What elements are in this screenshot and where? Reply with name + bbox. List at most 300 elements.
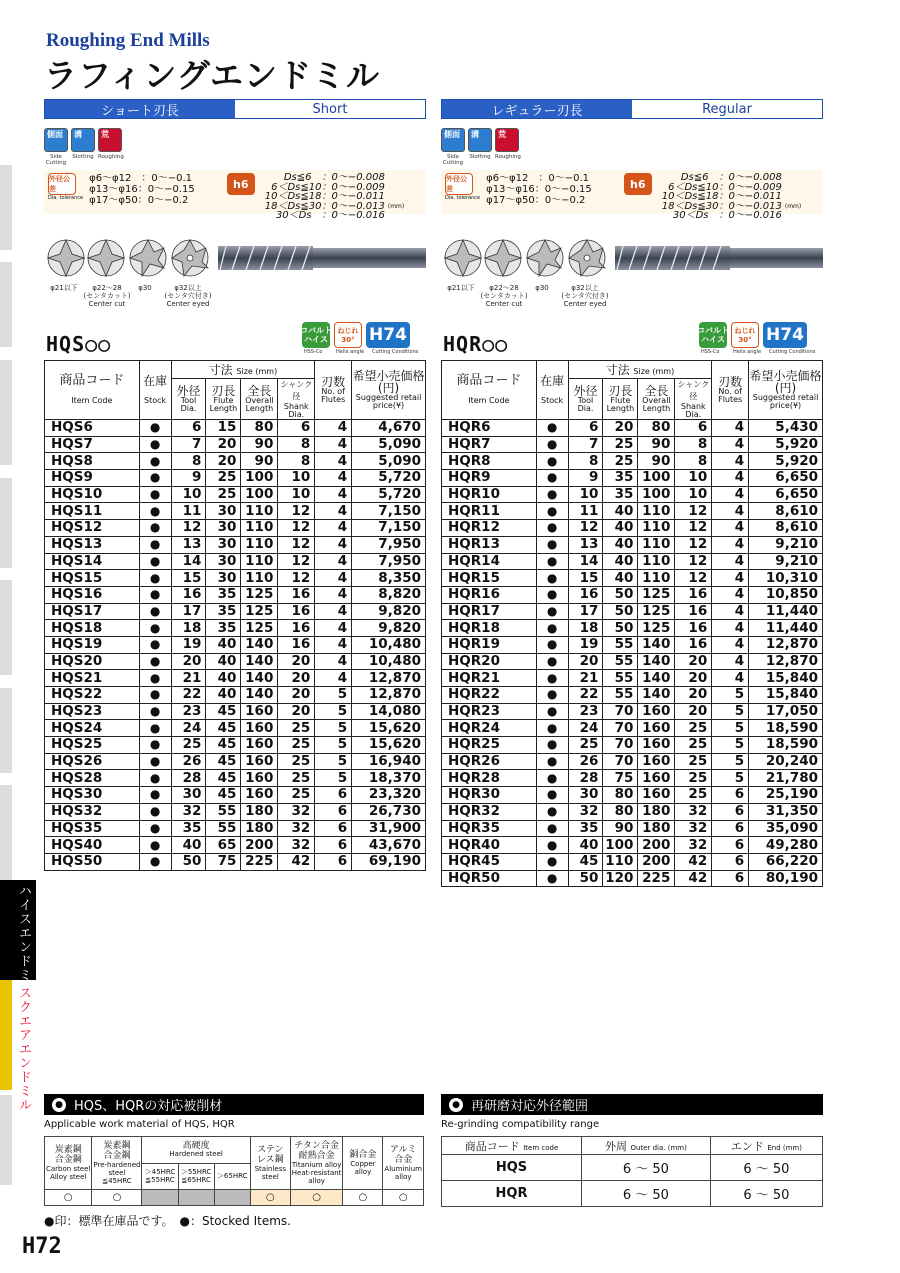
table-cell: 5 [315, 770, 352, 787]
table-cell: 12,870 [352, 687, 426, 704]
table-cell: 23 [171, 703, 206, 720]
table-cell: 32 [278, 837, 315, 854]
roughing-icon: 荒 [98, 128, 122, 152]
side-tab [0, 262, 12, 347]
item-code: HQR6 [442, 420, 537, 437]
table-cell: ● [536, 486, 568, 503]
table-cell: 5 [712, 703, 749, 720]
table-cell: 32 [278, 803, 315, 820]
table-row [45, 820, 426, 837]
table-cell: 6 [712, 803, 749, 820]
table-row [442, 503, 823, 520]
helix-badge: ねじれ30° [334, 322, 362, 348]
table-cell: 4 [315, 536, 352, 553]
item-code: HQR8 [442, 453, 537, 470]
table-cell: 30 [206, 503, 241, 520]
table-cell: ● [536, 620, 568, 637]
table-cell: 12,870 [749, 653, 823, 670]
table-cell: ● [139, 470, 171, 487]
item-code: HQR11 [442, 503, 537, 520]
table-cell: 15 [568, 570, 603, 587]
table-cell: 18 [171, 620, 206, 637]
table-cell: 6 [675, 420, 712, 437]
table-cell: 9 [171, 470, 206, 487]
table-row [442, 803, 823, 820]
table-cell: 4 [712, 603, 749, 620]
length-bar-short [44, 99, 426, 119]
table-cell: 11 [568, 503, 603, 520]
table-cell: 6 [278, 420, 315, 437]
table-cell: 40 [171, 837, 206, 854]
table-cell: 160 [241, 720, 278, 737]
table-cell: 16 [675, 586, 712, 603]
table-cell: 100 [638, 486, 675, 503]
table-cell: 140 [241, 653, 278, 670]
tolerance-sub: Dia. tolerance [48, 195, 84, 201]
table-row [442, 720, 823, 737]
table-cell: 25 [675, 787, 712, 804]
table-cell: 20 [278, 687, 315, 704]
table-cell: 22 [568, 687, 603, 704]
table-cell: 20 [278, 670, 315, 687]
table-cell: 12 [278, 520, 315, 537]
table-cell: 140 [241, 687, 278, 704]
table-cell: 35 [206, 620, 241, 637]
table-cell: 50 [603, 586, 638, 603]
table-cell: ● [536, 720, 568, 737]
table-cell: 5 [315, 720, 352, 737]
table-cell: 9 [568, 470, 603, 487]
table-row [442, 453, 823, 470]
table-cell: 16 [675, 603, 712, 620]
table-cell: 140 [241, 670, 278, 687]
table-cell: 4 [712, 620, 749, 637]
table-cell: 10,480 [352, 653, 426, 670]
helix-badge: ねじれ30° [731, 322, 759, 348]
header-flutes: 刃数 No. of Flutes [315, 361, 352, 420]
table-cell: 50 [603, 603, 638, 620]
header-shank: シャンク径 Shank Dia. [278, 379, 315, 420]
table-cell: 10 [278, 470, 315, 487]
table-cell: 16 [278, 620, 315, 637]
table-cell: 15,620 [352, 737, 426, 754]
table-cell: 25 [675, 737, 712, 754]
table-cell: 100 [241, 470, 278, 487]
cutting-conditions-badge: H74 [763, 322, 807, 348]
table-cell: 20 [603, 420, 638, 437]
table-cell: 140 [638, 653, 675, 670]
item-code: HQS16 [45, 586, 140, 603]
table-cell: 25 [603, 436, 638, 453]
item-code: HQR13 [442, 536, 537, 553]
table-cell: 80 [603, 803, 638, 820]
table-cell: 42 [278, 853, 315, 870]
table-cell: 20 [206, 436, 241, 453]
table-cell: 16 [675, 636, 712, 653]
table-row [45, 470, 426, 487]
table-cell: 5,430 [749, 420, 823, 437]
table-row [45, 687, 426, 704]
table-cell: 6 [315, 820, 352, 837]
table-cell: 20 [675, 653, 712, 670]
table-cell: ● [536, 636, 568, 653]
header-dia: 外径 Tool Dia. [568, 379, 603, 420]
item-code: HQR21 [442, 670, 537, 687]
table-cell: 25 [675, 753, 712, 770]
table-cell: 35 [206, 603, 241, 620]
table-cell: 25 [206, 486, 241, 503]
table-cell: 180 [638, 803, 675, 820]
table-cell: 110 [241, 503, 278, 520]
table-cell: 25 [171, 737, 206, 754]
regrind-section-bar [441, 1094, 823, 1115]
table-cell: 35 [206, 586, 241, 603]
table-cell: 140 [638, 670, 675, 687]
item-code: HQR19 [442, 636, 537, 653]
table-cell: 55 [603, 653, 638, 670]
table-cell: 4 [315, 620, 352, 637]
table-cell: 4 [712, 470, 749, 487]
table-cell: 180 [241, 803, 278, 820]
table-row [45, 703, 426, 720]
table-row [45, 553, 426, 570]
table-row [442, 536, 823, 553]
header-flute-length: 刃長 Flute Length [603, 379, 638, 420]
table-row [45, 803, 426, 820]
table-cell: 25 [278, 770, 315, 787]
header-stock: 在庫 Stock [139, 361, 171, 420]
item-code: HQS22 [45, 687, 140, 704]
table-cell: 40 [206, 687, 241, 704]
table-cell: 69,190 [352, 853, 426, 870]
header-flute-length: 刃長 Flute Length [206, 379, 241, 420]
table-cell: 40 [568, 837, 603, 854]
table-cell: ● [536, 703, 568, 720]
table-cell: 6 [315, 787, 352, 804]
table-cell: ● [536, 687, 568, 704]
cut-label-22-28: φ22〜28 (センタカット) Center cut [480, 284, 528, 308]
table-cell: 125 [241, 603, 278, 620]
shank-tag: h6 [624, 173, 652, 195]
table-cell: 7,950 [352, 553, 426, 570]
table-cell: 20 [278, 653, 315, 670]
table-cell: 35 [603, 470, 638, 487]
item-code: HQS35 [45, 820, 140, 837]
table-cell: 26 [171, 753, 206, 770]
table-cell: 42 [675, 870, 712, 887]
table-cell: 160 [241, 787, 278, 804]
side-tab [0, 688, 12, 773]
table-cell: 100 [241, 486, 278, 503]
table-row [442, 553, 823, 570]
table-cell: 6 [568, 420, 603, 437]
table-cell: 43,670 [352, 837, 426, 854]
table-cell: 110 [638, 503, 675, 520]
item-code: HQR10 [442, 486, 537, 503]
table-cell: ● [536, 753, 568, 770]
table-cell: 12,870 [749, 636, 823, 653]
table-cell: 110 [241, 570, 278, 587]
table-cell: 40 [206, 670, 241, 687]
table-cell: 25 [603, 453, 638, 470]
table-cell: 10 [675, 470, 712, 487]
table-row [442, 870, 823, 887]
table-cell: 16,940 [352, 753, 426, 770]
table-cell: 8,610 [749, 520, 823, 537]
table-cell: 40 [603, 503, 638, 520]
table-cell: 6 [712, 787, 749, 804]
item-code: HQR45 [442, 853, 537, 870]
table-cell: 25,190 [749, 787, 823, 804]
table-cell: 65 [206, 837, 241, 854]
table-cell: 5 [712, 737, 749, 754]
table-cell: 180 [241, 820, 278, 837]
table-cell: 25 [278, 737, 315, 754]
cross-section-drawings [44, 234, 214, 284]
table-cell: 8 [675, 453, 712, 470]
table-cell: 45 [206, 753, 241, 770]
table-cell: 30 [206, 536, 241, 553]
materials-table: 炭素鋼 合金鋼 Carbon steel Alloy steel 炭素鋼 合金鋼 Pre-hardened steel ≦45HRC 高硬度 Hardened steel ステン レス鋼 Stainless steel チタン合金 耐熱合金 Titanium alloy Heat-resistant alloy 銅合金 Copper alloy アルミ 合金 Aluminium alloy ＞45HRC ≦55HRC ＞55HRC ≦65HRC ＞65HRC ○ ○ ○ ○ ○ ○ [44, 1136, 424, 1206]
item-code: HQS19 [45, 636, 140, 653]
table-cell: ● [536, 853, 568, 870]
table-cell: ● [536, 670, 568, 687]
bullet-icon: ● [449, 1098, 463, 1112]
table-cell: 200 [638, 853, 675, 870]
item-code: HQR20 [442, 653, 537, 670]
tolerance-tag: 外径公差 [445, 173, 473, 195]
table-row [45, 720, 426, 737]
table-row [442, 670, 823, 687]
side-label-square: スクエアエンドミル [16, 986, 31, 1112]
item-code: HQS14 [45, 553, 140, 570]
table-cell: 8 [675, 436, 712, 453]
table-row [442, 770, 823, 787]
table-cell: 12 [675, 520, 712, 537]
table-cell: 18 [568, 620, 603, 637]
table-cell: 25 [568, 737, 603, 754]
table-row [45, 453, 426, 470]
table-cell: 22 [171, 687, 206, 704]
roughing-icon: 荒 [495, 128, 519, 152]
table-row [45, 787, 426, 804]
table-cell: 4 [315, 486, 352, 503]
table-cell: ● [536, 470, 568, 487]
shank-text: Ds≦6 ：0〜−0.008 6＜Ds≦10：0〜−0.009 10＜Ds≦18：0〜−0.011 18＜Ds≦30：0〜−0.013 30＜Ds ：0〜−0.016 [661, 172, 782, 221]
table-cell: 110 [638, 553, 675, 570]
table-cell: 40 [206, 636, 241, 653]
table-cell: 12 [278, 503, 315, 520]
table-cell: ● [536, 436, 568, 453]
side-tab [0, 360, 12, 465]
item-code: HQR12 [442, 520, 537, 537]
table-cell: 5 [315, 687, 352, 704]
table-cell: 90 [241, 436, 278, 453]
table-cell: ● [139, 486, 171, 503]
spec-table-hqr [441, 360, 823, 887]
bullet-icon: ● [52, 1098, 66, 1112]
table-cell: 5 [315, 703, 352, 720]
table-cell: 80 [638, 420, 675, 437]
table-cell: ● [536, 787, 568, 804]
table-cell: 4 [315, 653, 352, 670]
item-code: HQR18 [442, 620, 537, 637]
regrind-table: 商品コード Item code 外周 Outer dia. (mm) エンド End (mm) HQS 6 〜 50 6 〜 50 HQR 6 〜 50 6 〜 50 [441, 1136, 823, 1207]
header-stock: 在庫 Stock [536, 361, 568, 420]
item-code: HQS50 [45, 853, 140, 870]
end-mill-image [615, 240, 823, 276]
table-cell: 16 [568, 586, 603, 603]
tolerance-box [441, 170, 823, 221]
shank-unit: (mm) [387, 203, 405, 210]
table-cell: 26,730 [352, 803, 426, 820]
table-cell: 32 [675, 820, 712, 837]
table-cell: 35 [171, 820, 206, 837]
table-row [45, 837, 426, 854]
table-cell: 35,090 [749, 820, 823, 837]
table-cell: ● [536, 737, 568, 754]
table-cell: 15 [206, 420, 241, 437]
table-cell: 8 [171, 453, 206, 470]
table-row [442, 636, 823, 653]
table-cell: 12 [278, 570, 315, 587]
header-size: 寸法 Size (mm) [568, 361, 712, 379]
table-cell: 20 [171, 653, 206, 670]
table-row [442, 603, 823, 620]
table-cell: 160 [241, 703, 278, 720]
table-cell: 4,670 [352, 420, 426, 437]
table-cell: 45 [206, 720, 241, 737]
table-cell: 10 [675, 486, 712, 503]
table-cell: ● [536, 653, 568, 670]
table-cell: 160 [241, 753, 278, 770]
table-cell: 30 [206, 553, 241, 570]
table-cell: 55 [603, 636, 638, 653]
length-label-en: Regular [632, 100, 822, 118]
table-row [442, 837, 823, 854]
table-cell: 19 [568, 636, 603, 653]
cutting-icons: 側面 溝 荒 Side Cutting Slotting Roughing [442, 130, 521, 166]
table-cell: 45 [206, 737, 241, 754]
slotting-icon: 溝 [468, 128, 492, 152]
length-bar-regular [441, 99, 823, 119]
header-price: 希望小売価格(円) Suggested retail price(¥) [749, 361, 823, 420]
table-cell: 4 [315, 503, 352, 520]
table-cell: 8 [278, 453, 315, 470]
table-cell: 4 [712, 503, 749, 520]
side-tab [0, 580, 12, 675]
badge-label: Helix angle [336, 349, 365, 355]
table-cell: 5,720 [352, 486, 426, 503]
item-code: HQR14 [442, 553, 537, 570]
table-cell: 25 [278, 787, 315, 804]
table-cell: 4 [315, 670, 352, 687]
table-cell: ● [139, 837, 171, 854]
tolerance-text: φ6〜φ12 ：0〜−0.1 φ13〜φ16：0〜−0.15 φ17〜φ50：0〜−0.2 [89, 173, 195, 206]
table-cell: 100 [638, 470, 675, 487]
item-code: HQR32 [442, 803, 537, 820]
table-row [45, 770, 426, 787]
table-cell: 80,190 [749, 870, 823, 887]
item-code: HQR40 [442, 837, 537, 854]
table-cell: 5 [315, 753, 352, 770]
header-price: 希望小売価格(円) Suggested retail price(¥) [352, 361, 426, 420]
table-cell: 4 [315, 553, 352, 570]
item-code: HQS24 [45, 720, 140, 737]
table-cell: 35 [568, 820, 603, 837]
cut-label-22-28: φ22〜28 (センタカット) Center cut [83, 284, 131, 308]
table-cell: 18,590 [749, 720, 823, 737]
cut-label-21: φ21以下 [447, 284, 475, 292]
table-cell: 5 [712, 770, 749, 787]
table-cell: 125 [638, 620, 675, 637]
table-cell: 11,440 [749, 603, 823, 620]
table-row [45, 486, 426, 503]
table-cell: 5 [315, 737, 352, 754]
shank-text: Ds≦6 ：0〜−0.008 6＜Ds≦10：0〜−0.009 10＜Ds≦18：0〜−0.011 18＜Ds≦30：0〜−0.013 30＜Ds ：0〜−0.016 [264, 172, 385, 221]
table-cell: 12 [568, 520, 603, 537]
length-label-en: Short [235, 100, 425, 118]
table-cell: ● [139, 603, 171, 620]
table-cell: 50 [568, 870, 603, 887]
table-cell: 35 [603, 486, 638, 503]
regrind-subtitle: Re-grinding compatibility range [441, 1119, 600, 1130]
cut-label-30: φ30 [535, 284, 549, 292]
table-cell: 4 [712, 536, 749, 553]
table-cell: ● [139, 853, 171, 870]
table-cell: 70 [603, 720, 638, 737]
table-cell: 4 [712, 586, 749, 603]
table-cell: 21,780 [749, 770, 823, 787]
table-row [45, 670, 426, 687]
table-cell: 18,370 [352, 770, 426, 787]
table-cell: 50 [171, 853, 206, 870]
table-cell: 110 [241, 520, 278, 537]
table-row [442, 787, 823, 804]
table-cell: 30 [206, 520, 241, 537]
badge-label: Cutting Conditions [769, 349, 816, 355]
table-cell: 125 [638, 603, 675, 620]
table-cell: 8,820 [352, 586, 426, 603]
item-code: HQS18 [45, 620, 140, 637]
cut-label-32: φ32以上 (センタ穴付き) Center eyed [164, 284, 212, 308]
table-cell: 40 [603, 570, 638, 587]
table-cell: ● [139, 453, 171, 470]
title-japanese: ラフィングエンドミル [44, 56, 381, 95]
table-cell: 160 [638, 787, 675, 804]
table-cell: 20,240 [749, 753, 823, 770]
materials-subtitle: Applicable work material of HQS, HQR [44, 1119, 235, 1130]
table-cell: 55 [603, 670, 638, 687]
table-cell: ● [139, 720, 171, 737]
table-cell: 7,950 [352, 536, 426, 553]
table-cell: 9,210 [749, 536, 823, 553]
badge-label: HSS-Co [304, 349, 323, 355]
table-cell: 28 [568, 770, 603, 787]
table-cell: ● [536, 837, 568, 854]
table-cell: 49,280 [749, 837, 823, 854]
hss-co-badge: コバルト ハイス [699, 322, 727, 348]
table-cell: 110 [241, 553, 278, 570]
table-cell: 21 [171, 670, 206, 687]
side-tab [0, 785, 12, 880]
table-row [45, 636, 426, 653]
table-cell: 17,050 [749, 703, 823, 720]
table-cell: 6 [712, 853, 749, 870]
table-cell: 9,210 [749, 553, 823, 570]
shank-tag: h6 [227, 173, 255, 195]
table-cell: 14,080 [352, 703, 426, 720]
